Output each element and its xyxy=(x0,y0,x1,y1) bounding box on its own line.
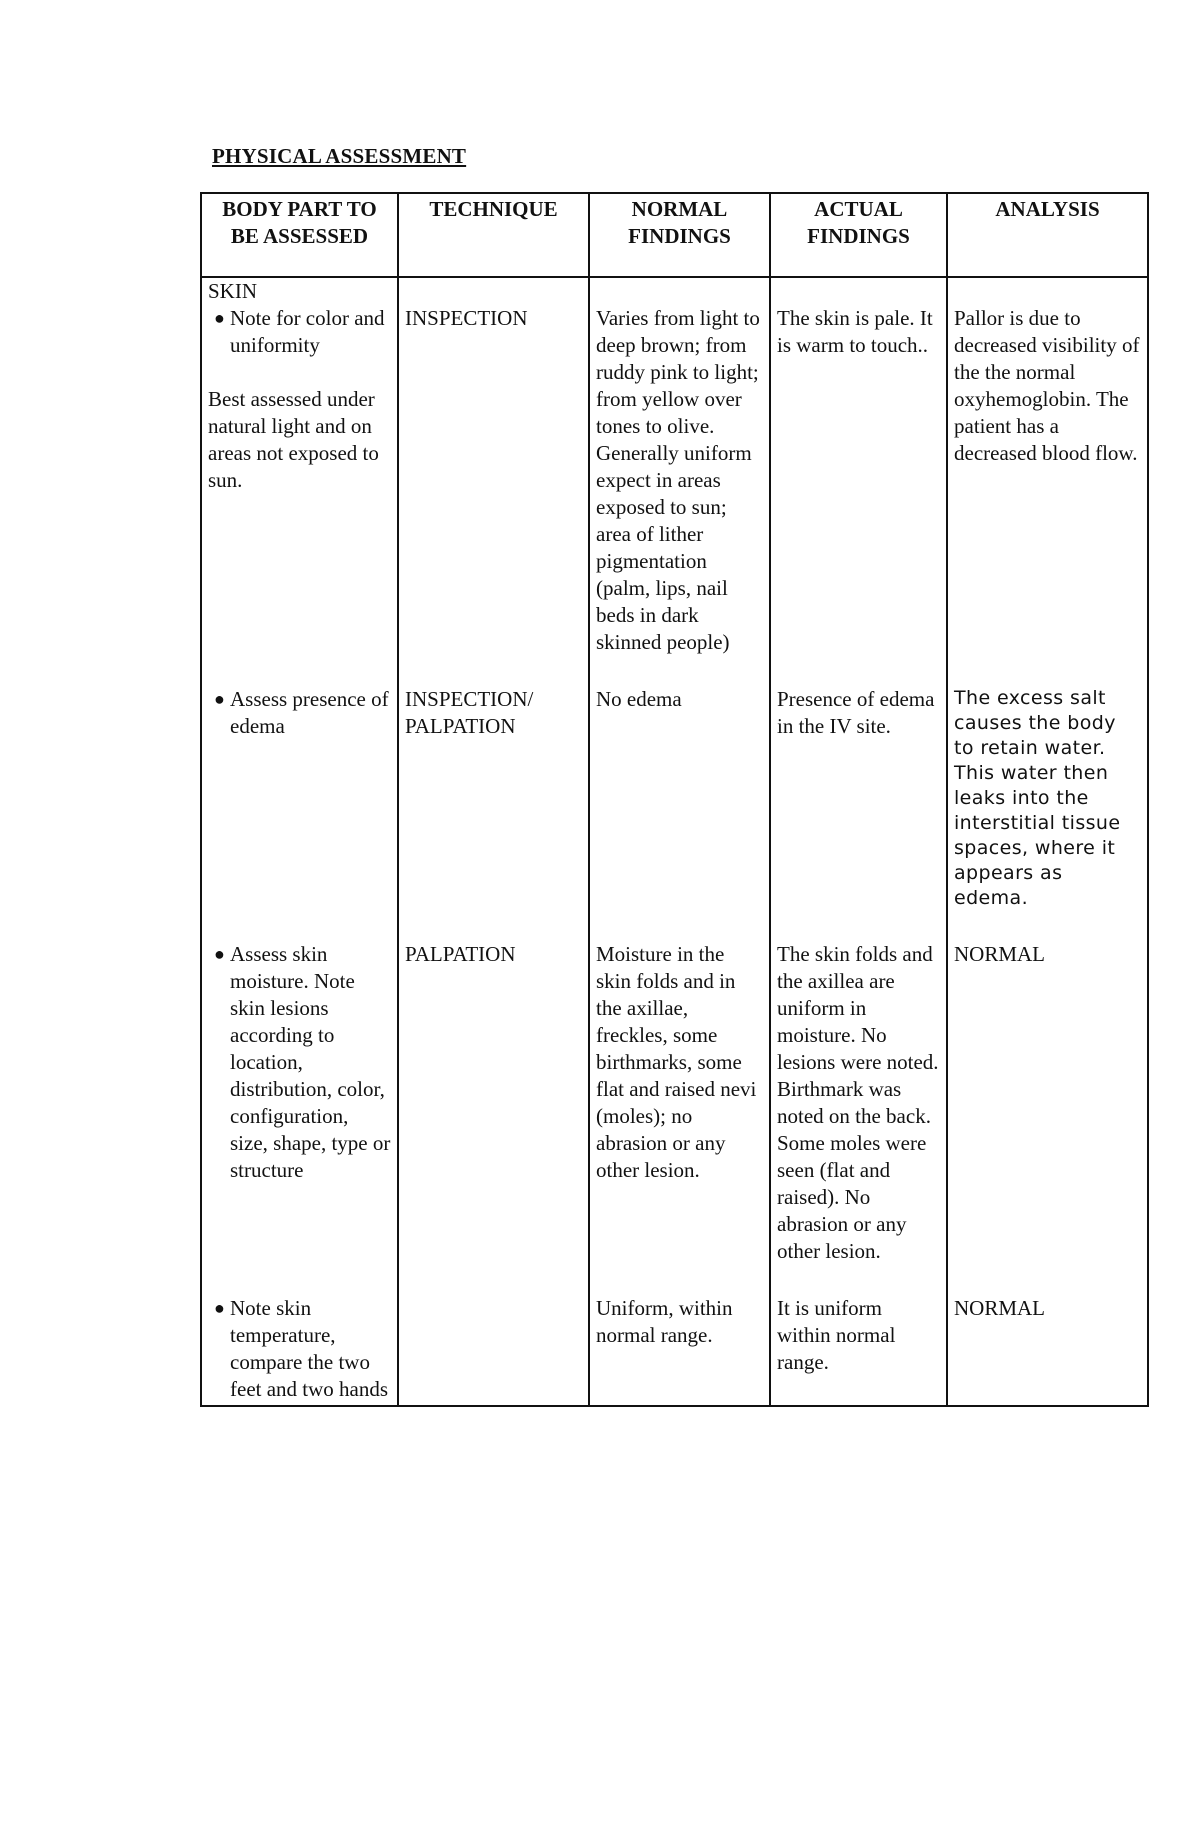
body-part-cell xyxy=(201,941,398,1295)
header-analysis: ANALYSIS xyxy=(947,193,1148,277)
list-item xyxy=(214,1295,391,1403)
body-part-cell xyxy=(201,686,398,941)
bullet-icon: ● xyxy=(214,689,225,709)
normal-findings-cell: Uniform, within normal range. xyxy=(589,1295,770,1406)
body-part-text: Assess skin moisture. Note skin lesions according to location, distribution, color, configuration, size, shape, type or structure xyxy=(230,942,391,1182)
actual-findings-cell: Presence of edema in the IV site. xyxy=(770,686,947,941)
body-part-cell xyxy=(201,277,398,686)
bullet-icon: ● xyxy=(214,308,225,328)
header-normal-findings: NORMAL FINDINGS xyxy=(589,193,770,277)
table-row xyxy=(201,277,1148,686)
table-row xyxy=(201,686,1148,941)
physical-assessment-table xyxy=(200,192,1149,1407)
body-part-note: Best assessed under natural light and on areas not exposed to sun. xyxy=(208,387,379,492)
bullet-icon: ● xyxy=(214,944,225,964)
header-body-part: BODY PART TO BE ASSESSED xyxy=(201,193,398,277)
actual-findings-cell: The skin folds and the axillea are uniform in moisture. No lesions were noted. Birthmark was noted on the back. Some moles were seen (flat and raised). No abrasion or any other lesion. xyxy=(770,941,947,1295)
analysis-cell: The excess salt causes the body to retain water. This water then leaks into the interstitial tissue spaces, where it appears as edema. xyxy=(947,686,1148,941)
normal-findings-cell: Moisture in the skin folds and in the axillae, freckles, some birthmarks, some flat and raised nevi (moles); no abrasion or any other lesion. xyxy=(589,941,770,1295)
analysis-cell: NORMAL xyxy=(947,1295,1148,1406)
document-title: PHYSICAL ASSESSMENT xyxy=(212,144,467,168)
body-part-cell xyxy=(201,1295,398,1406)
technique-cell: INSPECTION xyxy=(398,277,589,686)
header-technique: TECHNIQUE xyxy=(398,193,589,277)
technique-cell: INSPECTION/ PALPATION xyxy=(398,686,589,941)
technique-cell: PALPATION xyxy=(398,941,589,1295)
analysis-cell: Pallor is due to decreased visibility of the the normal oxyhemoglobin. The patient has a decreased blood flow. xyxy=(947,277,1148,686)
body-part-text: Note for color and uniformity xyxy=(230,306,385,357)
normal-findings-cell: Varies from light to deep brown; from ruddy pink to light; from yellow over tones to olive. Generally uniform expect in areas exposed to sun; area of lither pigmentation (palm, lips, nail beds in dark skinned people) xyxy=(589,277,770,686)
bullet-icon: ● xyxy=(214,1298,225,1318)
normal-findings-cell: No edema xyxy=(589,686,770,941)
actual-findings-cell: The skin is pale. It is warm to touch.. xyxy=(770,277,947,686)
table-row xyxy=(201,1295,1148,1406)
table-row xyxy=(201,941,1148,1295)
body-part-text: Note skin temperature, compare the two feet and two hands xyxy=(230,1296,389,1401)
list-item xyxy=(214,686,391,740)
technique-cell xyxy=(398,1295,589,1406)
actual-findings-cell: It is uniform within normal range. xyxy=(770,1295,947,1406)
section-label: SKIN xyxy=(208,279,258,303)
analysis-cell: NORMAL xyxy=(947,941,1148,1295)
table-header-row xyxy=(201,193,1148,277)
list-item xyxy=(214,941,391,1184)
list-item xyxy=(214,305,391,359)
header-actual-findings: ACTUAL FINDINGS xyxy=(770,193,947,277)
body-part-text: Assess presence of edema xyxy=(230,687,389,738)
